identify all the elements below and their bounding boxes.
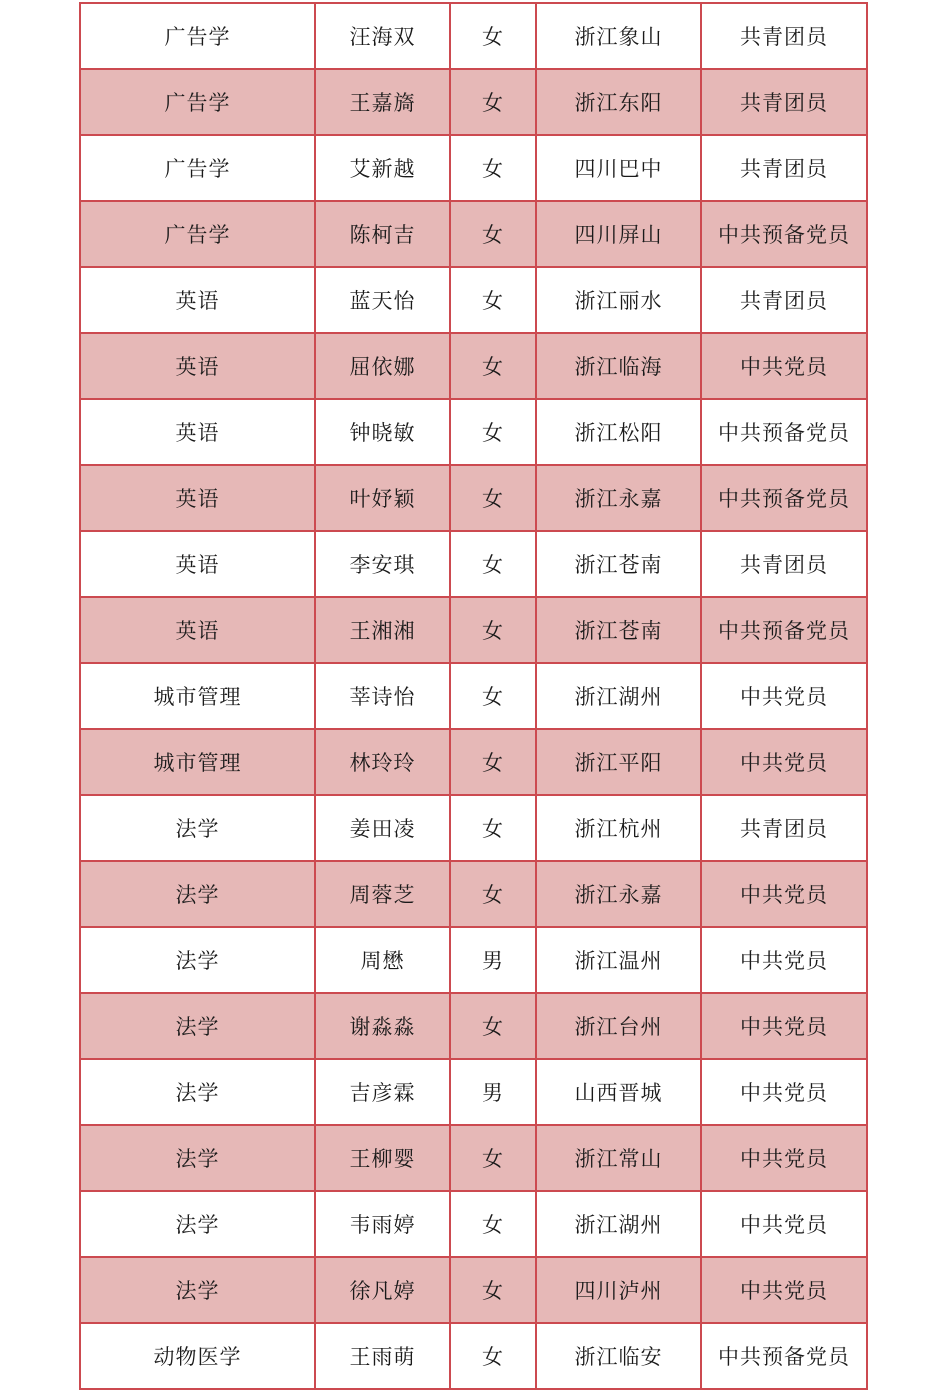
table-row	[80, 1191, 867, 1257]
gender-cell: 女	[450, 1257, 536, 1323]
gender-cell: 女	[450, 135, 536, 201]
gender-cell: 女	[450, 597, 536, 663]
political-status-cell: 中共党员	[701, 1257, 867, 1323]
political-status-cell: 中共党员	[701, 1125, 867, 1191]
origin-cell: 浙江杭州	[536, 795, 701, 861]
table-row	[80, 729, 867, 795]
political-status-cell: 中共预备党员	[701, 399, 867, 465]
name-cell: 钟晓敏	[315, 399, 450, 465]
major-cell: 英语	[80, 597, 315, 663]
major-cell: 英语	[80, 531, 315, 597]
table-row	[80, 69, 867, 135]
origin-cell: 浙江永嘉	[536, 465, 701, 531]
table-row	[80, 1059, 867, 1125]
gender-cell: 女	[450, 1125, 536, 1191]
gender-cell: 女	[450, 69, 536, 135]
political-status-cell: 共青团员	[701, 3, 867, 69]
student-roster-table	[79, 2, 868, 1390]
political-status-cell: 共青团员	[701, 267, 867, 333]
origin-cell: 浙江松阳	[536, 399, 701, 465]
table-row	[80, 1257, 867, 1323]
political-status-cell: 共青团员	[701, 69, 867, 135]
political-status-cell: 中共党员	[701, 1191, 867, 1257]
origin-cell: 浙江平阳	[536, 729, 701, 795]
table-row	[80, 597, 867, 663]
political-status-cell: 共青团员	[701, 135, 867, 201]
origin-cell: 浙江湖州	[536, 663, 701, 729]
name-cell: 王嘉旖	[315, 69, 450, 135]
name-cell: 陈柯吉	[315, 201, 450, 267]
major-cell: 英语	[80, 399, 315, 465]
table-row	[80, 3, 867, 69]
major-cell: 法学	[80, 993, 315, 1059]
origin-cell: 浙江丽水	[536, 267, 701, 333]
name-cell: 林玲玲	[315, 729, 450, 795]
major-cell: 城市管理	[80, 663, 315, 729]
major-cell: 英语	[80, 465, 315, 531]
political-status-cell: 共青团员	[701, 795, 867, 861]
origin-cell: 四川屏山	[536, 201, 701, 267]
table-row	[80, 993, 867, 1059]
gender-cell: 男	[450, 927, 536, 993]
name-cell: 蓝天怡	[315, 267, 450, 333]
origin-cell: 四川泸州	[536, 1257, 701, 1323]
major-cell: 动物医学	[80, 1323, 315, 1389]
major-cell: 城市管理	[80, 729, 315, 795]
table-row	[80, 267, 867, 333]
major-cell: 广告学	[80, 3, 315, 69]
major-cell: 法学	[80, 927, 315, 993]
name-cell: 徐凡婷	[315, 1257, 450, 1323]
origin-cell: 浙江东阳	[536, 69, 701, 135]
major-cell: 广告学	[80, 201, 315, 267]
major-cell: 广告学	[80, 69, 315, 135]
table-row	[80, 531, 867, 597]
name-cell: 王湘湘	[315, 597, 450, 663]
gender-cell: 女	[450, 333, 536, 399]
political-status-cell: 中共党员	[701, 333, 867, 399]
gender-cell: 女	[450, 861, 536, 927]
table-row	[80, 333, 867, 399]
origin-cell: 山西晋城	[536, 1059, 701, 1125]
name-cell: 艾新越	[315, 135, 450, 201]
major-cell: 广告学	[80, 135, 315, 201]
political-status-cell: 中共预备党员	[701, 201, 867, 267]
political-status-cell: 中共党员	[701, 1059, 867, 1125]
political-status-cell: 中共党员	[701, 663, 867, 729]
origin-cell: 浙江苍南	[536, 531, 701, 597]
name-cell: 周懋	[315, 927, 450, 993]
gender-cell: 女	[450, 465, 536, 531]
name-cell: 吉彦霖	[315, 1059, 450, 1125]
origin-cell: 浙江湖州	[536, 1191, 701, 1257]
roster-table-body	[80, 3, 867, 1389]
name-cell: 周蓉芝	[315, 861, 450, 927]
political-status-cell: 中共党员	[701, 861, 867, 927]
gender-cell: 男	[450, 1059, 536, 1125]
gender-cell: 女	[450, 267, 536, 333]
political-status-cell: 共青团员	[701, 531, 867, 597]
name-cell: 李安琪	[315, 531, 450, 597]
origin-cell: 浙江永嘉	[536, 861, 701, 927]
table-row	[80, 795, 867, 861]
political-status-cell: 中共党员	[701, 729, 867, 795]
major-cell: 法学	[80, 1059, 315, 1125]
political-status-cell: 中共预备党员	[701, 597, 867, 663]
origin-cell: 浙江象山	[536, 3, 701, 69]
origin-cell: 浙江临安	[536, 1323, 701, 1389]
origin-cell: 浙江温州	[536, 927, 701, 993]
name-cell: 汪海双	[315, 3, 450, 69]
major-cell: 法学	[80, 1257, 315, 1323]
major-cell: 法学	[80, 1125, 315, 1191]
name-cell: 莘诗怡	[315, 663, 450, 729]
table-row	[80, 1125, 867, 1191]
gender-cell: 女	[450, 993, 536, 1059]
origin-cell: 浙江台州	[536, 993, 701, 1059]
origin-cell: 浙江临海	[536, 333, 701, 399]
name-cell: 王柳婴	[315, 1125, 450, 1191]
major-cell: 法学	[80, 1191, 315, 1257]
table-row	[80, 399, 867, 465]
political-status-cell: 中共党员	[701, 927, 867, 993]
name-cell: 王雨萌	[315, 1323, 450, 1389]
table-row	[80, 663, 867, 729]
major-cell: 英语	[80, 267, 315, 333]
table-row	[80, 1323, 867, 1389]
name-cell: 谢淼淼	[315, 993, 450, 1059]
gender-cell: 女	[450, 663, 536, 729]
name-cell: 韦雨婷	[315, 1191, 450, 1257]
name-cell: 叶妤颖	[315, 465, 450, 531]
political-status-cell: 中共预备党员	[701, 1323, 867, 1389]
political-status-cell: 中共党员	[701, 993, 867, 1059]
gender-cell: 女	[450, 1191, 536, 1257]
gender-cell: 女	[450, 399, 536, 465]
table-row	[80, 861, 867, 927]
table-row	[80, 927, 867, 993]
major-cell: 法学	[80, 795, 315, 861]
origin-cell: 浙江苍南	[536, 597, 701, 663]
table-row	[80, 465, 867, 531]
name-cell: 屈依娜	[315, 333, 450, 399]
table-row	[80, 135, 867, 201]
gender-cell: 女	[450, 3, 536, 69]
political-status-cell: 中共预备党员	[701, 465, 867, 531]
table-row	[80, 201, 867, 267]
gender-cell: 女	[450, 729, 536, 795]
major-cell: 法学	[80, 861, 315, 927]
gender-cell: 女	[450, 1323, 536, 1389]
gender-cell: 女	[450, 531, 536, 597]
name-cell: 姜田凌	[315, 795, 450, 861]
origin-cell: 浙江常山	[536, 1125, 701, 1191]
major-cell: 英语	[80, 333, 315, 399]
gender-cell: 女	[450, 201, 536, 267]
gender-cell: 女	[450, 795, 536, 861]
origin-cell: 四川巴中	[536, 135, 701, 201]
